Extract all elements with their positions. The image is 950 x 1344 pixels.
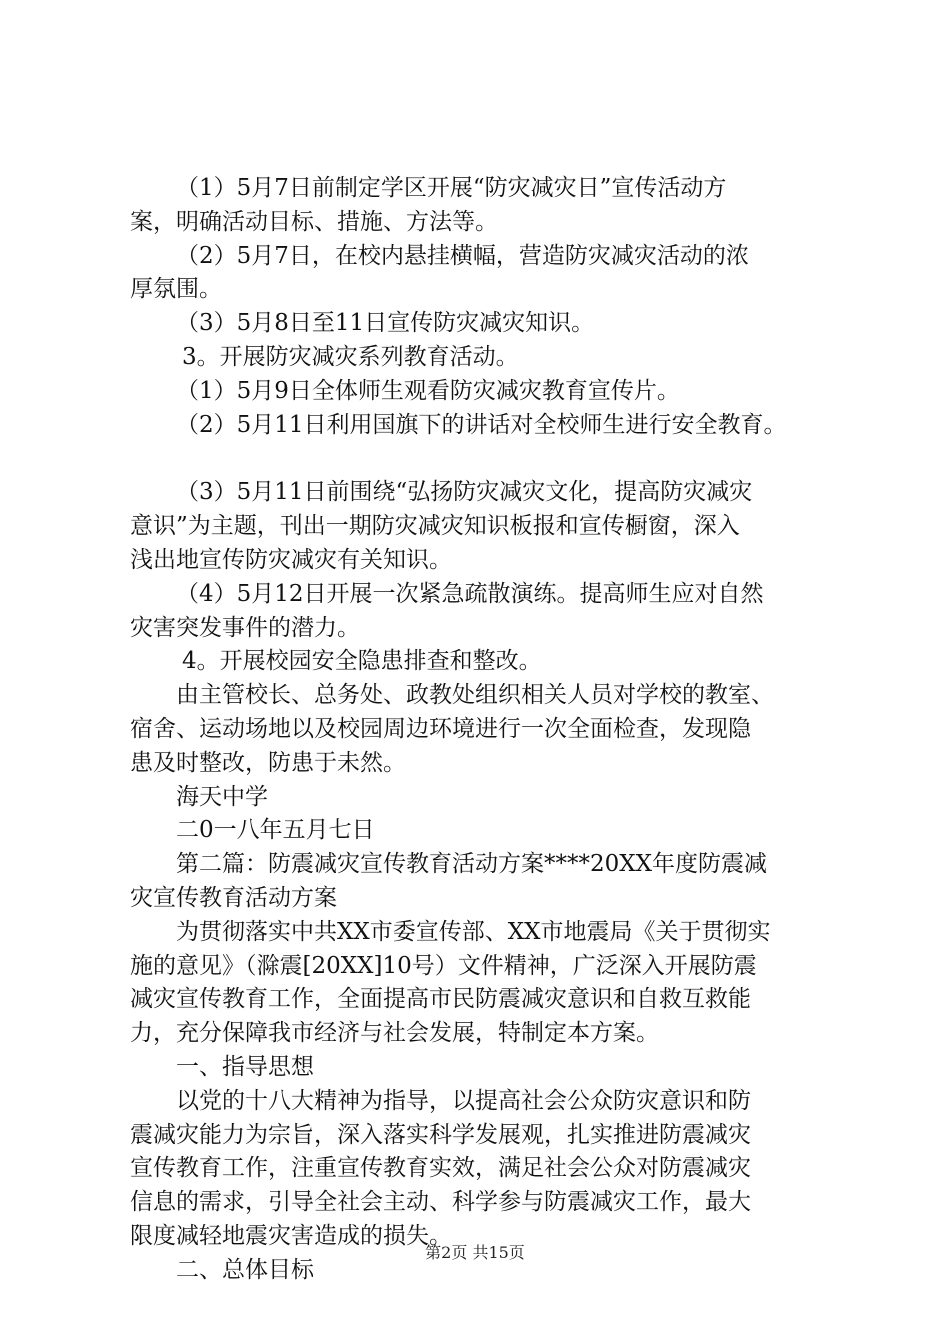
text-line: （2）5月11日利用国旗下的讲话对全校师生进行安全教育。 xyxy=(176,411,787,438)
text-line: 灾害突发事件的潜力。 xyxy=(130,614,360,641)
text-line: （2）5月7日，在校内悬挂横幅，营造防灾减灾活动的浓 xyxy=(176,242,749,269)
text-line: 患及时整改，防患于未然。 xyxy=(130,749,406,776)
chapter-title-continued: 灾宣传教育活动方案 xyxy=(130,884,337,911)
text-line: 减灾宣传教育工作，全面提高市民防震减灾意识和自救互救能 xyxy=(130,986,751,1013)
text-line: 限度减轻地震灾害造成的损失。 xyxy=(130,1222,452,1249)
page-footer: 第2页 共15页 xyxy=(425,1243,525,1262)
signature-date: 二0一八年五月七日 xyxy=(176,817,375,844)
section-heading: 二、总体目标 xyxy=(176,1256,314,1283)
text-line: 宣传教育工作，注重宣传教育实效，满足社会公众对防震减灾 xyxy=(130,1155,751,1182)
signature-organization: 海天中学 xyxy=(176,783,268,810)
text-line: 宿舍、运动场地以及校园周边环境进行一次全面检查，发现隐 xyxy=(130,715,751,742)
text-line: （3）5月8日至11日宣传防灾减灾知识。 xyxy=(176,310,595,337)
text-line: 厚氛围。 xyxy=(130,276,222,303)
text-line: 案，明确活动目标、措施、方法等。 xyxy=(130,208,498,235)
text-line: 信息的需求，引导全社会主动、科学参与防震减灾工作，最大 xyxy=(130,1189,751,1216)
text-line: （4）5月12日开展一次紧急疏散演练。提高师生应对自然 xyxy=(176,580,764,607)
text-line: 震减灾能力为宗旨，深入落实科学发展观，扎实推进防震减灾 xyxy=(130,1121,751,1148)
text-line: 以党的十八大精神为指导，以提高社会公众防灾意识和防 xyxy=(176,1087,751,1114)
text-line: （1）5月9日全体师生观看防灾减灾教育宣传片。 xyxy=(176,377,680,404)
text-line: （3）5月11日前围绕“弘扬防灾减灾文化，提高防灾减灾 xyxy=(176,479,753,506)
section-heading: 一、指导思想 xyxy=(176,1053,314,1080)
section-heading: 3。开展防灾减灾系列教育活动。 xyxy=(182,343,519,370)
chapter-title: 第二篇：防震减灾宣传教育活动方案****20XX年度防震减 xyxy=(176,851,768,878)
text-line: 力，充分保障我市经济与社会发展，特制定本方案。 xyxy=(130,1020,659,1047)
text-line: 由主管校长、总务处、政教处组织相关人员对学校的教室、 xyxy=(176,682,774,709)
text-line: 浅出地宣传防灾减灾有关知识。 xyxy=(130,546,452,573)
document-body xyxy=(130,172,835,1288)
text-line: （1）5月7日前制定学区开展“防灾减灾日”宣传活动方 xyxy=(176,175,727,201)
text-line: 施的意见》（滁震[20XX]10号）文件精神，广泛深入开展防震 xyxy=(130,952,757,979)
section-heading: 4。开展校园安全隐患排查和整改。 xyxy=(182,648,542,675)
text-line: 意识”为主题，刊出一期防灾减灾知识板报和宣传橱窗，深入 xyxy=(130,513,740,540)
text-line: 为贯彻落实中共XX市委宣传部、XX市地震局《关于贯彻实 xyxy=(176,918,771,945)
paragraph-gap xyxy=(130,442,835,476)
